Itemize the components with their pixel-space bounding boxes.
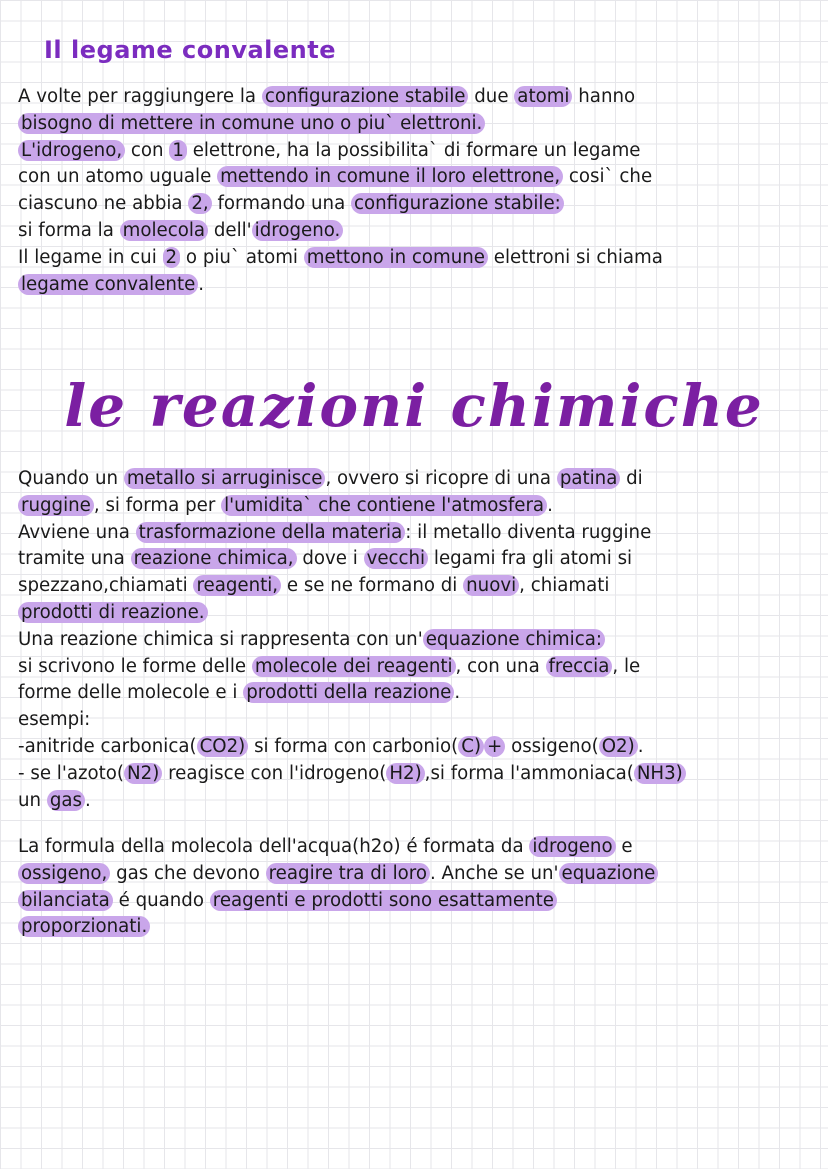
highlighted-text: H2) [386,763,424,784]
text-segment: gas che devono [110,862,266,884]
text-segment: hanno [572,86,636,107]
text-line [18,493,818,520]
highlighted-text: molecola [120,220,208,241]
text-segment: , con una [455,655,546,677]
text-segment: spezzano,chiamati [18,575,194,597]
highlighted-text: reagenti, [193,575,281,596]
highlighted-text: l'umidita` che contiene l'atmosfera [221,495,547,516]
highlighted-text: L'idrogeno, [18,140,125,161]
text-segment: cosi` che [563,166,653,188]
highlighted-text: metallo si arruginisce [124,468,326,489]
highlighted-text: bilanciata [18,890,113,911]
text-line [18,600,818,627]
text-segment: , ovvero si ricopre di una [325,468,557,489]
text-segment: due [468,86,515,107]
highlighted-text: molecole dei reagenti [252,656,456,677]
text-segment: . [454,682,461,704]
text-line [18,573,818,600]
text-segment: dell' [208,219,252,241]
text-line [18,138,818,165]
highlighted-text: patina [557,468,621,489]
paragraph-reazioni [18,466,818,814]
text-segment: di [620,468,643,489]
text-segment: formando una [211,193,352,215]
highlighted-text: atomi [514,86,572,107]
text-line [18,245,818,272]
text-segment: - se l'azoto( [18,762,125,784]
text-line [18,707,818,734]
text-line [18,834,818,861]
text-line [18,218,818,245]
text-line [18,111,818,138]
text-segment: , le [612,655,641,677]
text-line [18,914,818,941]
text-segment: . [547,494,553,516]
highlighted-text: trasformazione della materia [136,522,406,543]
highlighted-text: + [484,736,505,757]
text-segment: Una reazione chimica si rappresenta con un' [18,628,423,650]
main-title: le reazioni chimiche [64,372,764,440]
highlighted-text: N2) [124,763,162,784]
text-segment: -anitride carbonica( [18,735,197,757]
text-segment: elettroni si chiama [487,246,663,268]
text-line [18,654,818,681]
highlighted-text: ossigeno, [18,863,110,884]
text-segment: . [637,735,644,757]
text-segment: ossigeno( [505,735,599,757]
text-segment: elettrone, ha la possibilita` di formare un legame [186,139,641,161]
text-line [18,734,818,761]
text-line [18,272,818,299]
text-segment: un [18,789,47,811]
text-segment: si forma la [18,219,120,241]
text-segment: si forma con carbonio( [248,735,459,757]
highlighted-text: O2) [599,736,638,757]
highlighted-text: configurazione stabile [262,86,469,107]
text-segment: Quando un [18,468,124,489]
highlighted-text: prodotti della reazione [243,682,454,703]
highlighted-text: ruggine [18,495,94,516]
section-title-legame: Il legame convalente [44,36,337,64]
text-segment: Il legame in cui [18,246,163,268]
highlighted-text: C) [458,736,484,757]
highlighted-text: 1 [169,140,187,161]
highlighted-text: bisogno di mettere in comune uno o piu` elettroni. [18,113,485,134]
highlighted-text: idrogeno. [252,220,344,241]
text-segment: . Anche se un' [429,862,559,884]
text-line [18,761,818,788]
highlighted-text: idrogeno [529,836,615,857]
highlighted-text: NH3) [634,763,686,784]
text-segment: esempi: [18,709,91,731]
text-segment: é quando [112,889,210,911]
highlighted-text: reagire tra di loro [266,863,430,884]
text-line [18,861,818,888]
paragraph-acqua [18,834,818,941]
highlighted-text: vecchi [364,548,429,569]
paragraph-legame [18,84,818,298]
text-line [18,164,818,191]
text-line [18,546,818,573]
text-segment: , si forma per [93,494,222,516]
text-line [18,888,818,915]
text-segment: , chiamati [519,575,610,597]
text-segment: tramite una [18,548,131,570]
highlighted-text: CO2) [197,736,249,757]
text-segment: legami fra gli atomi si [428,548,633,570]
text-line [18,520,818,547]
highlighted-text: freccia [546,656,613,677]
text-line [18,788,818,815]
text-segment: con [125,139,170,161]
highlighted-text: reagenti e prodotti sono esattamente [210,890,557,911]
text-line [18,84,818,111]
text-segment: ciascuno ne abbia [18,193,189,215]
text-segment: Avviene una [18,521,136,543]
text-line [18,627,818,654]
highlighted-text: configurazione stabile: [351,193,564,214]
highlighted-text: equazione [559,863,659,884]
text-segment: ,si forma l'ammoniaca( [424,762,634,784]
highlighted-text: equazione chimica: [423,629,605,650]
text-segment: La formula della molecola dell'acqua(h2o) é formata da [18,836,530,857]
text-segment: e [615,836,633,857]
highlighted-text: mettendo in comune il loro elettrone, [217,166,563,187]
text-segment: forme delle molecole e i [18,682,244,704]
text-segment: e se ne formano di [281,575,464,597]
text-segment: con un atomo uguale [18,166,218,188]
text-segment: . [85,789,91,811]
highlighted-text: 2, [188,193,211,214]
highlighted-text: nuovi [463,575,519,596]
text-line [18,680,818,707]
text-segment: o piu` atomi [180,246,304,268]
highlighted-text: reazione chimica, [131,548,297,569]
highlighted-text: mettono in comune [304,247,488,268]
text-segment: dove i [296,548,364,570]
text-line [18,191,818,218]
text-segment: . [198,273,205,295]
text-segment: : il metallo diventa ruggine [405,521,652,543]
highlighted-text: 2 [163,247,181,268]
highlighted-text: proporzionati. [18,916,150,937]
highlighted-text: gas [47,790,85,811]
text-line [18,466,818,493]
text-segment: reagisce con l'idrogeno( [162,762,387,784]
highlighted-text: legame convalente [18,274,198,295]
text-segment: A volte per raggiungere la [18,86,262,107]
text-segment: si scrivono le forme delle [18,655,252,677]
highlighted-text: prodotti di reazione. [18,602,208,623]
